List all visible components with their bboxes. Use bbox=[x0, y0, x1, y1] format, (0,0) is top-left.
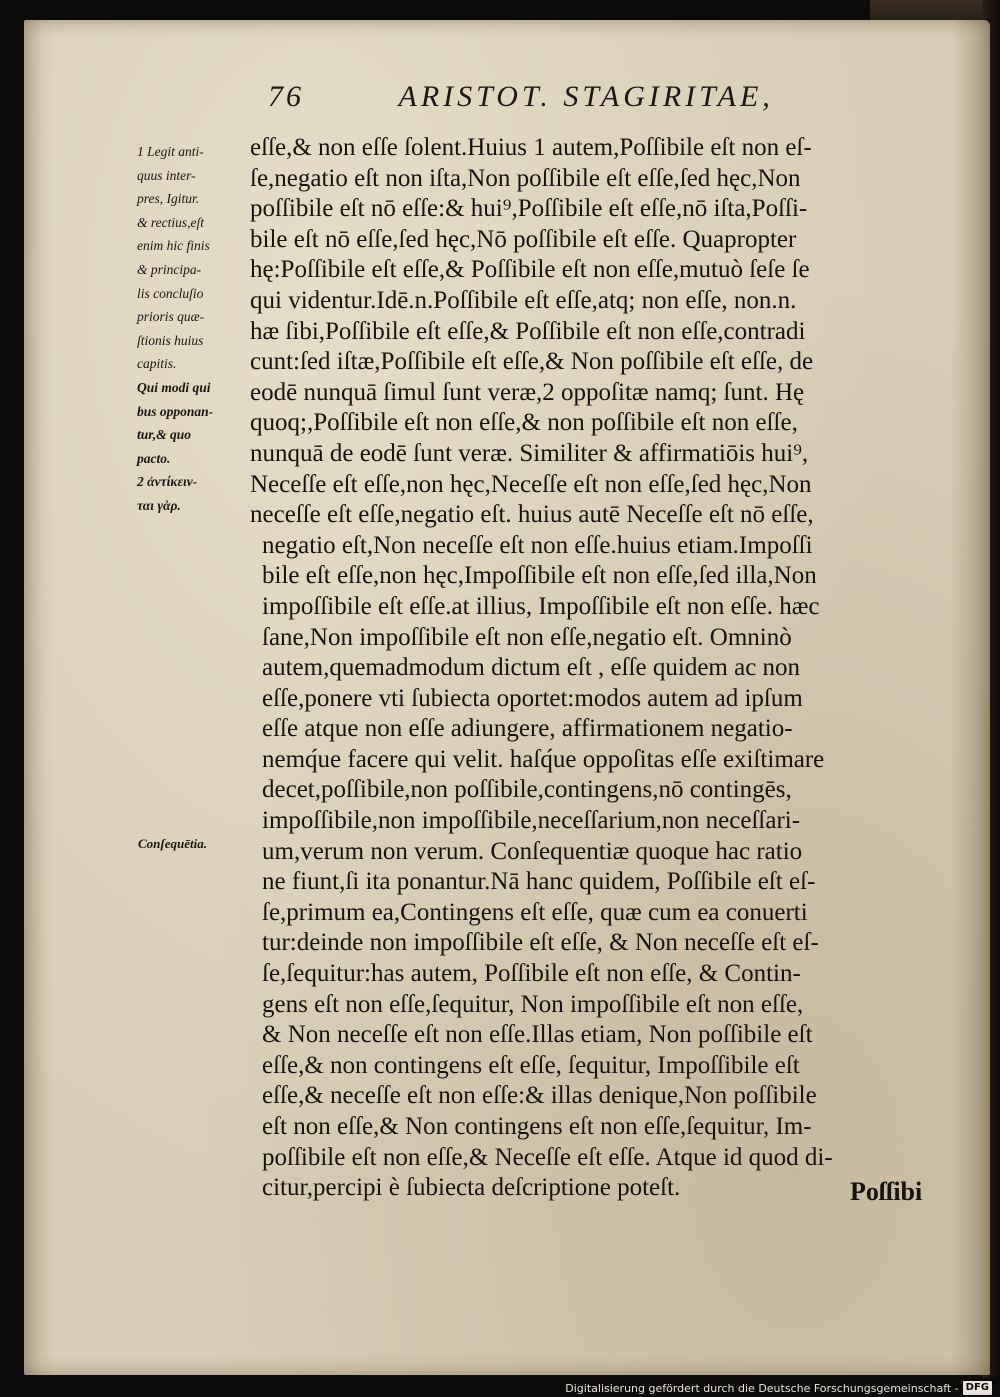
page-number: 76 bbox=[268, 80, 304, 113]
text-line: ne fiunt,ſi ita ponantur.Nā hanc quidem, Poſſibile eſt eſ- bbox=[262, 868, 816, 896]
text-line: nemq́ue facere qui velit. haſq́ue oppoſitas eſſe exiſtimare bbox=[262, 745, 825, 773]
text-line: hæ ſibi,Poſſibile eſt eſſe,& Poſſibile eſt non eſſe,contradi bbox=[250, 317, 806, 345]
text-line: qui videntur.Idē.n.Poſſibile eſt eſſe,atq; non eſſe, non.n. bbox=[250, 286, 797, 314]
text-line: gens eſt non eſſe,ſequitur, Non impoſſibile eſt non eſſe, bbox=[262, 990, 804, 1018]
catchword: Poſſibi bbox=[850, 1177, 923, 1206]
text-line: cunt:ſed iſtæ,Poſſibile eſt eſſe,& Non poſſibile eſt eſſe, de bbox=[250, 348, 814, 376]
text-line: tur:deinde non impoſſibile eſt eſſe, & Non neceſſe eſt eſ- bbox=[262, 929, 819, 957]
text-line: eſt non eſſe,& Non contingens eſt non eſſe,ſequitur, Im- bbox=[262, 1113, 812, 1140]
text-line: eodē nunquā ſimul ſunt veræ,2 oppoſitæ namq; ſunt. Hę bbox=[250, 378, 805, 406]
margin-note-line: quus inter- bbox=[137, 167, 196, 183]
text-line: citur,percipi è ſubiecta deſcriptione poteſt. bbox=[262, 1174, 681, 1202]
text-line: ſe,ſequitur:has autem, Poſſibile eſt non eſſe, & Contin- bbox=[262, 960, 801, 988]
text-line: hę:Poſſibile eſt eſſe,& Poſſibile eſt non eſſe,mutuò ſeſe ſe bbox=[250, 256, 810, 284]
margin-note-line: 2 ἀντίκειν- bbox=[137, 474, 198, 490]
margin-note-line: Qui modi qui bbox=[137, 379, 211, 395]
text-line: quoq;,Poſſibile eſt non eſſe,& non poſſibile eſt non eſſe, bbox=[250, 409, 798, 437]
margin-note-consequentia: Conſequētia. bbox=[138, 836, 207, 851]
text-line: Neceſſe eſt eſſe,non hęc,Neceſſe eſt non eſſe,ſed hęc,Non bbox=[250, 470, 812, 498]
text-line: bile eſt eſſe,non hęc,Impoſſibile eſt non eſſe,ſed illa,Non bbox=[262, 562, 817, 590]
margin-note-line: lis concluſio bbox=[137, 285, 204, 301]
text-line: decet,poſſibile,non poſſibile,contingens,nō contingēs, bbox=[262, 776, 792, 804]
running-title: ARISTOT. STAGIRITAE, bbox=[398, 80, 774, 113]
margin-note-line: 1 Legit anti- bbox=[137, 144, 204, 159]
margin-note-line: ται γὰρ. bbox=[137, 497, 181, 513]
text-line: ſane,Non impoſſibile eſt non eſſe,negatio eſt. Omninò bbox=[262, 623, 792, 651]
text-line: bile eſt nō eſſe,ſed hęc,Nō poſſibile eſt eſſe. Quapropter bbox=[250, 225, 797, 253]
margin-note-line: & principa- bbox=[137, 261, 202, 277]
margin-note-line: tur,& quo bbox=[137, 427, 192, 443]
text-line: & Non neceſſe eſt non eſſe.Illas etiam, Non poſſibile eſt bbox=[262, 1021, 813, 1049]
text-line: impoſſibile eſt eſſe.at illius, Impoſſibile eſt non eſſe. hæc bbox=[262, 592, 820, 620]
body-text bbox=[250, 133, 950, 1204]
text-line: impoſſibile,non impoſſibile,neceſſarium,non neceſſari- bbox=[262, 807, 801, 835]
text-line: eſſe,& non eſſe ſolent.Huius 1 autem,Poſſibile eſt non eſ- bbox=[250, 134, 812, 161]
dfg-logo-icon: DFG bbox=[963, 1381, 992, 1395]
margin-notes bbox=[137, 140, 262, 518]
text-line: ſe,negatio eſt non iſta,Non poſſibile eſt eſſe,ſed hęc,Non bbox=[250, 164, 801, 192]
digitization-footer bbox=[565, 1380, 992, 1396]
text-line: eſſe,& neceſſe eſt non eſſe:& illas denique,Non poſſibile bbox=[262, 1082, 817, 1110]
margin-note-line: pres, Igitur. bbox=[137, 191, 200, 207]
text-line: nunquā de eodē ſunt veræ. Similiter & affirmatiōis hui⁹, bbox=[250, 439, 809, 467]
margin-note-line: capitis. bbox=[137, 356, 177, 372]
margin-note-line: ſtionis huius bbox=[137, 332, 204, 348]
text-line: um,verum non verum. Conſequentiæ quoque hac ratio bbox=[262, 837, 803, 865]
text-line: ſe,primum ea,Contingens eſt eſſe, quæ cum ea conuerti bbox=[262, 898, 808, 926]
text-line: poſſibile eſt nō eſſe:& hui⁹,Poſſibile eſt eſſe,nō iſta,Poſſi- bbox=[250, 195, 808, 223]
margin-note-line: enim hic finis bbox=[137, 238, 210, 254]
text-line: eſſe,& non contingens eſt eſſe, ſequitur, Impoſſibile eſt bbox=[262, 1051, 800, 1079]
text-line: poſſibile eſt non eſſe,& Neceſſe eſt eſſe. Atque id quod di- bbox=[262, 1143, 833, 1171]
margin-note-line: prioris quæ- bbox=[137, 309, 205, 325]
text-line: eſſe atque non eſſe adiungere, affirmationem negatio- bbox=[262, 715, 793, 743]
running-head bbox=[268, 80, 948, 126]
margin-note-line: pacto. bbox=[137, 450, 171, 466]
text-line: negatio eſt,Non neceſſe eſt non eſſe.huius etiam.Impoſſi bbox=[262, 531, 813, 559]
margin-note-line: bus opponan- bbox=[137, 403, 214, 419]
margin-note-line: & rectius,eſt bbox=[137, 214, 204, 230]
text-line: autem,quemadmodum dictum eſt , eſſe quidem ac non bbox=[262, 654, 801, 682]
text-line: neceſſe eſt eſſe,negatio eſt. huius autē Neceſſe eſt nō eſſe, bbox=[250, 501, 814, 529]
footer-text: Digitalisierung gefördert durch die Deutsche Forschungsgemeinschaft - bbox=[565, 1381, 959, 1395]
text-line: eſſe,ponere vti ſubiecta oportet:modos autem ad ipſum bbox=[262, 684, 803, 712]
